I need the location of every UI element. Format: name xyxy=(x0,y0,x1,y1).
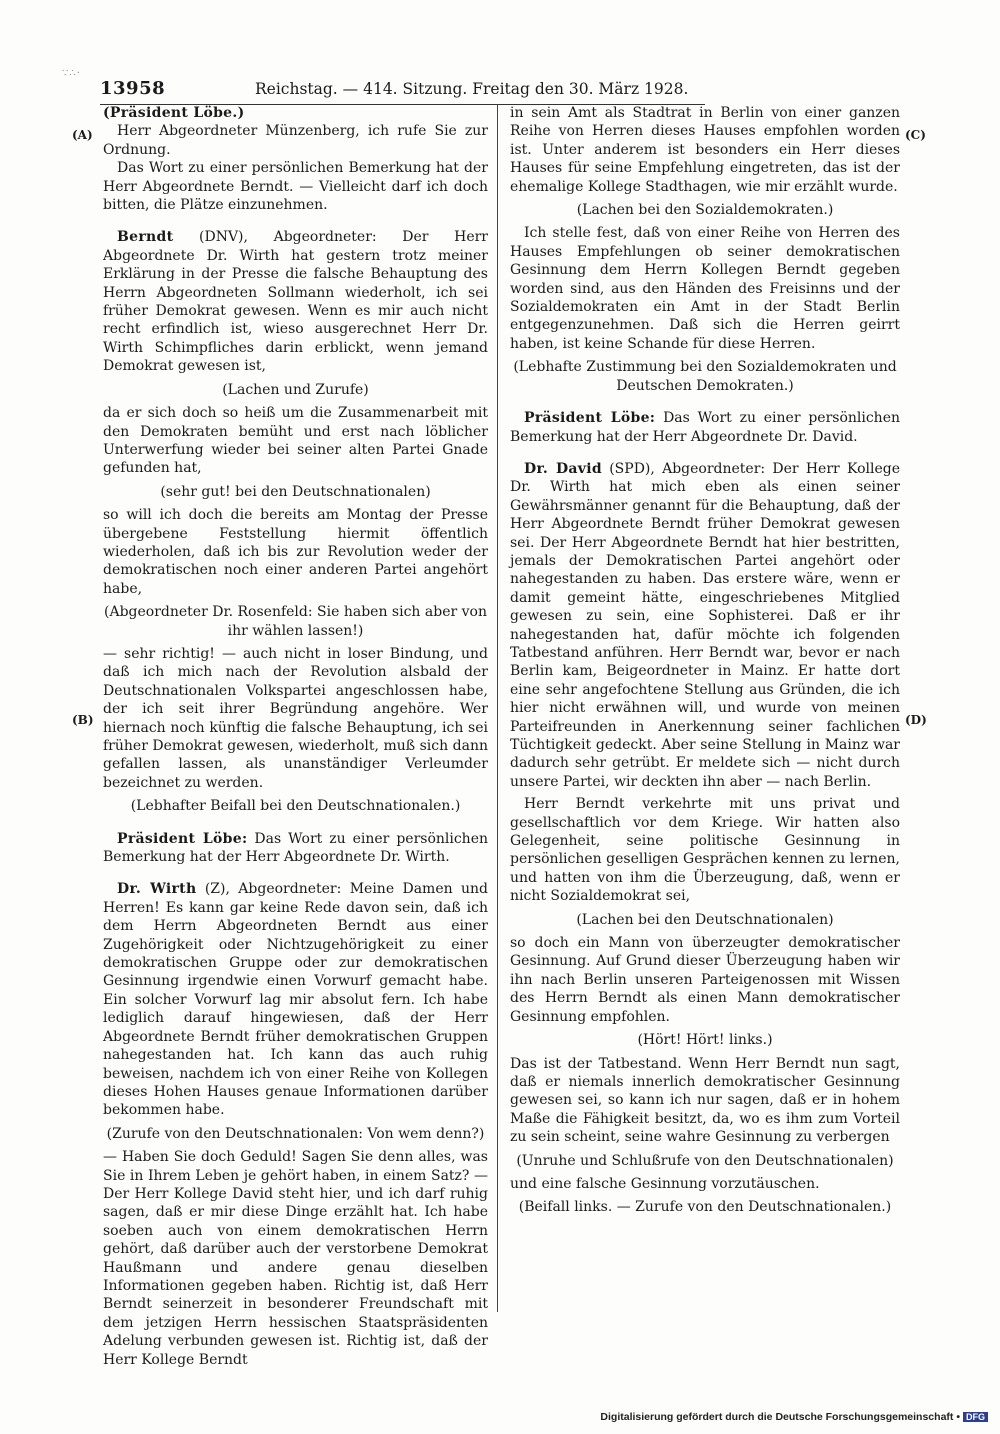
speech-paragraph: Dr. Wirth (Z), Abgeordneter: Meine Damen und Herren! Es kann gar keine Rede davon sein, daß ich dem Herrn Abgeordneten Berndt aus einer Zugehörigkeit oder Nichtzugehörigkeit zu einer demokratischen Gruppe oder zur demokratischen Gesinnung irgendwie einen Vorwurf gemacht habe. Ein solcher Vorwurf lag mir absolut fern. Ich habe lediglich darauf hingewiesen, daß der Herr Abgeordnete Berndt früher demokratischen Gruppen nahegestanden hat. Ich kann das auch ruhig beweisen, nachdem ich von einer Reihe von Kollegen dieses Hohen Hauses genaue Informationen darüber bekommen habe. xyxy=(103,881,489,1119)
paragraph: und eine falsche Gesinnung vorzutäuschen. xyxy=(510,1175,820,1192)
paragraph: Herr Berndt verkehrte mit uns privat und gesellschaftlich vor dem Kriege. Wir hatten also Gelegenheit, seine politische Gesinnung in persönlichen geselligen Gesprächen kennen zu lernen, und hatten von ihm die Überzeugung, daß, wenn er nicht Sozialdemokrat sei, xyxy=(510,796,900,905)
paragraph: — Haben Sie doch Geduld! Sagen Sie denn alles, was Sie in Ihrem Leben je gehört haben, in einem Satz? — Der Herr Kollege David steht hier, und ich darf ruhig sagen, daß er mir diese Dinge erzählt hat. Ich habe soeben auch von einem demokratischen Herrn gehört, daß darüber auch der verstorbene Demokrat Haußmann und andere genau dieselben Informationen gegeben haben. Richtig ist, daß Herr Berndt seinerzeit in besonderer Freundschaft mit dem jetzigen Herrn hessischen Staatspräsidenten Adelung verbunden gewesen ist. Richtig ist, daß der Herr Kollege Berndt xyxy=(103,1149,488,1368)
right-column xyxy=(510,104,900,1222)
interjection: (Hört! Hört! links.) xyxy=(637,1032,773,1049)
interjection: (sehr gut! bei den Deutschnationalen) xyxy=(160,483,431,500)
margin-marker-c: (C) xyxy=(905,128,926,142)
interjection: (Lachen bei den Deutschnationalen) xyxy=(576,911,834,928)
paragraph: Das ist der Tatbestand. Wenn Herr Berndt nun sagt, daß er niemals innerlich demokratischer Gesinnung gewesen sei, so kann ich nur sagen, daß er in hohem Maße die Fähigkeit besitzt, da, wo es ihm zum Vorteil zu sein scheint, seine wahre Gesinnung zu verbergen xyxy=(510,1055,900,1146)
page-speck: ∵∴· xyxy=(62,68,81,79)
interjection: (Unruhe und Schlußrufe von den Deutschnationalen) xyxy=(516,1152,894,1169)
paragraph: — sehr richtig! — auch nicht in loser Bindung, und daß ich mich nach der Revolution alsbald der Deutschnationalen Volkspartei angeschlossen habe, der ich seit ihrer Begründung angehöre. Wer hiernach noch künftig die falsche Behauptung, ich sei früher Demokrat gewesen, wiederholt, muß sich dann gefallen lassen, als unanständiger Verleumder bezeichnet zu werden. xyxy=(103,645,488,791)
page-header xyxy=(100,78,705,105)
interjection: (Abgeordneter Dr. Rosenfeld: Sie haben sich aber von ihr wählen lassen!) xyxy=(104,604,487,639)
margin-marker-b: (B) xyxy=(72,713,94,727)
margin-marker-a: (A) xyxy=(72,128,93,142)
column-divider xyxy=(497,104,498,1312)
speech-paragraph: Präsident Löbe: Das Wort zu einer persönlichen Bemerkung hat der Herr Abgeordnete Dr. Wirth. xyxy=(103,830,489,866)
paragraph: Ich stelle fest, daß von einer Reihe von Herren des Hauses Empfehlungen ob seiner demokratischen Gesinnung dem Herrn Kollegen Berndt gegeben worden sind, aus den Händen des Freisinns und der Sozialdemokraten ein Amt in der Stadt Berlin entgegenzunehmen. Daß sich die Herren geirrt haben, ist keine Schande für diese Herren. xyxy=(510,225,900,352)
interjection: (Beifall links. — Zurufe von den Deutschnationalen.) xyxy=(518,1199,892,1216)
paragraph: in sein Amt als Stadtrat in Berlin von einer ganzen Reihe von Herren dieses Hauses empfohlen worden ist. Unter anderem ist besonders ein Herr dieses Hauses für seine Empfehlung eingetreten, das ist der ehemalige Kollege Stadthagen, wie mir erzählt wurde. xyxy=(510,105,900,195)
page-number: 13958 xyxy=(100,78,166,99)
digitization-footer xyxy=(600,1411,988,1423)
speaker-name: Dr. Wirth xyxy=(117,881,197,898)
margin-marker-d: (D) xyxy=(905,713,927,727)
speech-paragraph: Dr. David (SPD), Abgeordneter: Der Herr Kollege Dr. Wirth hat mich eben als einen seiner Gewährsmänner genannt für die Behauptung, daß der Herr Abgeordnete Berndt früher Demokrat gewesen sei. Der Herr Abgeordnete Berndt hat hier bestritten, jemals der Demokratischen Partei angehört oder nahegestanden zu haben. Das erstere wäre, wenn er damit gemeint hätte, eingeschriebenes Mitglied gewesen zu sein, eine Sophisterei. Daß er ihr nahegestanden hat, dafür möchte ich folgenden Tatbestand anführen. Herr Berndt war, bevor er nach Berlin kam, Beigeordneter in Mainz. Er hatte dort eine sehr angefochtene Stellung aus Gründen, die ich hier nicht erwähnen will, und wurde von meinen Parteifreunden in Anerkennung seiner fachlichen Tüchtigkeit gedeckt. Aber seine Stellung in Mainz war dadurch sehr getrübt. Er meldete sich — nicht durch unsere Partei, wir deckten ihn aber — nach Berlin. xyxy=(510,460,900,790)
interjection: (Lachen und Zurufe) xyxy=(222,381,369,398)
interjection: (Lachen bei den Sozialdemokraten.) xyxy=(576,202,834,219)
speaker-name: Berndt xyxy=(117,229,174,246)
paragraph: so will ich doch die bereits am Montag der Presse übergebene Feststellung hiermit öffentlich wiederholen, daß ich bis zur Revolution weder der demokratischen noch einer anderen Partei angehört habe, xyxy=(103,507,488,597)
running-head: Reichstag. — 414. Sitzung. Freitag den 30. März 1928. xyxy=(255,80,689,98)
left-column xyxy=(103,104,488,1369)
interjection: (Lebhafte Zustimmung bei den Sozialdemokraten und Deutschen Demokraten.) xyxy=(513,359,897,394)
speech-paragraph: Präsident Löbe: Das Wort zu einer persönlichen Bemerkung hat der Herr Abgeordnete Dr. David. xyxy=(510,410,901,445)
speech-paragraph: Berndt (DNV), Abgeordneter: Der Herr Abgeordnete Dr. Wirth hat gestern trotz meiner Erklärung in der Presse die falsche Behauptung des Herrn Abgeordneten Sollmann wiederholt, ich sei früher Demokrat gewesen. Wenn es mir auch nicht recht erfindlich ist, wieso ausgerechnet Herr Dr. Wirth Schimpfliches darin erblickt, wenn jemand Demokrat gewesen ist, xyxy=(103,229,488,375)
interjection: (Lebhafter Beifall bei den Deutschnationalen.) xyxy=(130,798,461,815)
speaker-continuation: (Präsident Löbe.) xyxy=(103,105,245,121)
speaker-name: Dr. David xyxy=(524,460,602,477)
dfg-logo: DFG xyxy=(963,1412,988,1422)
paragraph: da er sich doch so heiß um die Zusammenarbeit mit den Demokraten bemüht und erst nach löblicher Unterwerfung wieder bei seiner alten Partei Gnade gefunden hat, xyxy=(103,405,488,477)
interjection: (Zurufe von den Deutschnationalen: Von wem denn?) xyxy=(106,1125,485,1142)
paragraph: so doch ein Mann von überzeugter demokratischer Gesinnung. Auf Grund dieser Überzeugung haben wir ihn nach Berlin unseren Parteigenossen mit Wissen des Herrn Berndt als einen Mann demokratischer Gesinnung empfohlen. xyxy=(510,935,900,1025)
paragraph: Herr Abgeordneter Münzenberg, ich rufe Sie zur Ordnung. xyxy=(103,123,488,158)
speaker-name: Präsident Löbe: xyxy=(524,410,656,427)
speaker-name: Präsident Löbe: xyxy=(117,830,248,847)
footer-text: Digitalisierung gefördert durch die Deutsche Forschungsgemeinschaft • xyxy=(600,1411,960,1423)
paragraph: Das Wort zu einer persönlichen Bemerkung hat der Herr Abgeordnete Berndt. — Vielleicht darf ich doch bitten, die Plätze einzunehmen. xyxy=(103,160,488,214)
